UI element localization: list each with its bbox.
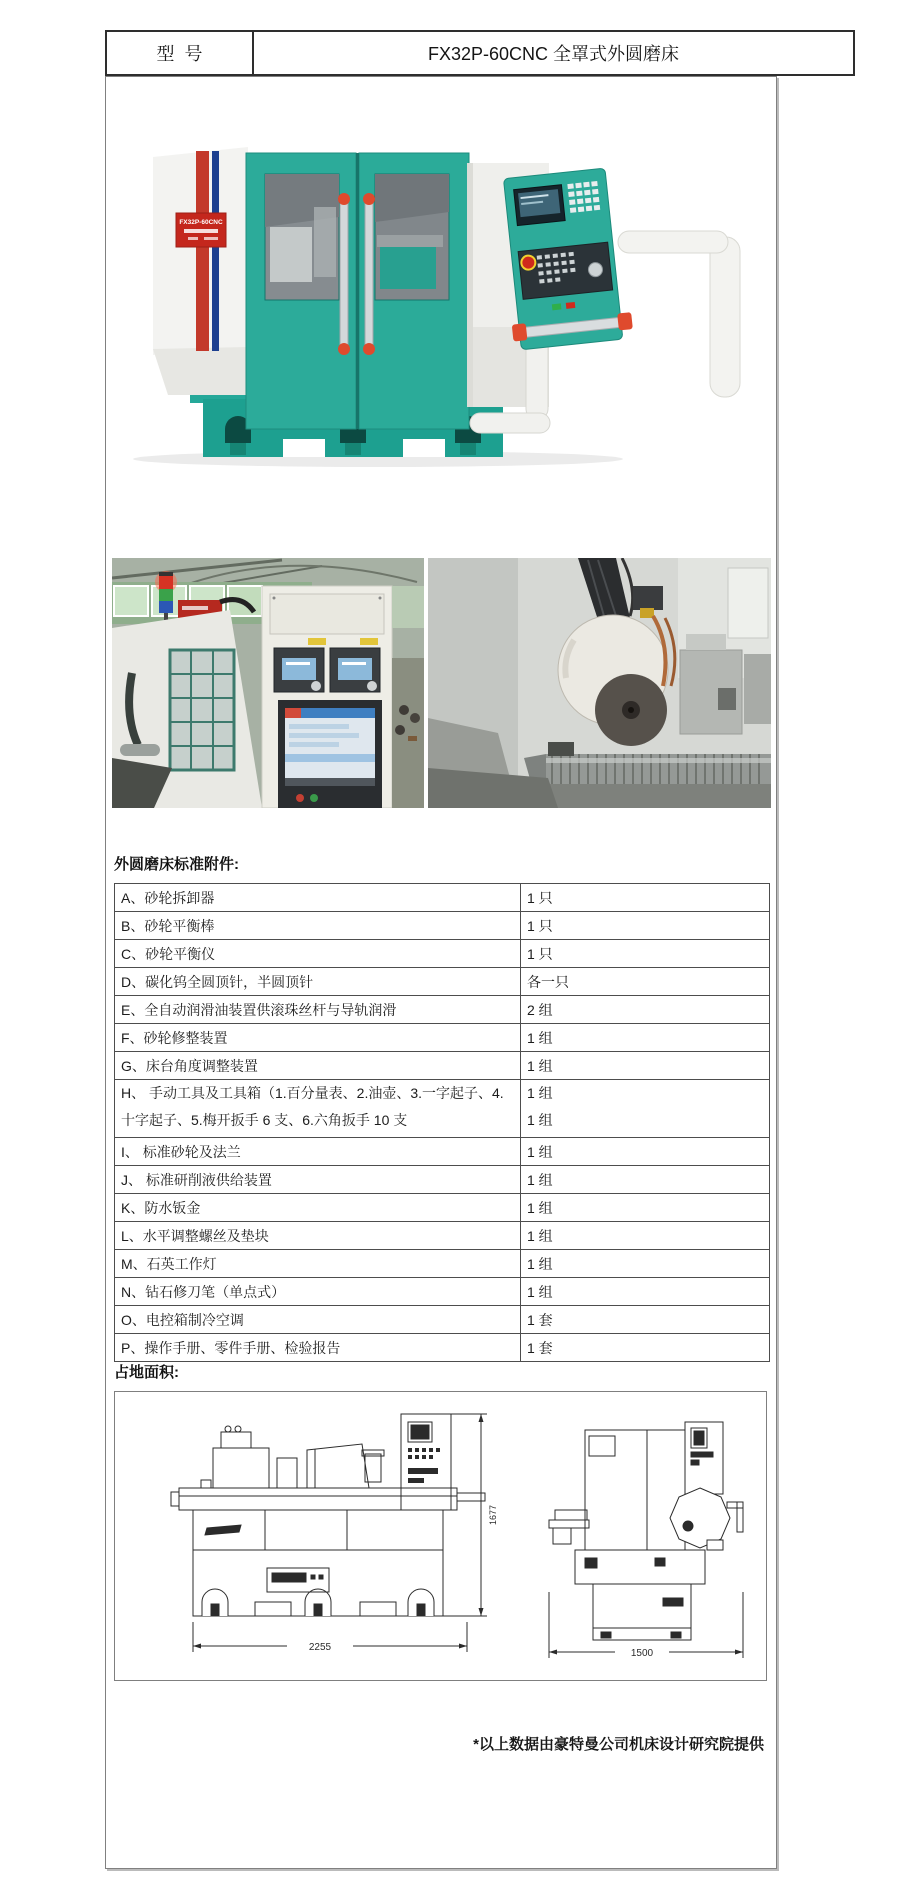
item-cell: F、砂轮修整装置 <box>115 1024 521 1052</box>
item-cell: H、 手动工具及工具箱（1.百分量表、2.油壶、3.一字起子、4.十字起子、5.梅开扳手 6 支、6.六角扳手 10 支 <box>115 1080 521 1138</box>
factory-photo-left <box>112 558 424 808</box>
item-cell: D、碳化钨全圆顶针，半圆顶针 <box>115 968 521 996</box>
table-row <box>115 1080 770 1138</box>
item-cell: I、 标准砂轮及法兰 <box>115 1138 521 1166</box>
table-row <box>115 996 770 1024</box>
model-value-cell: FX32P-60CNC 全罩式外圆磨床 <box>253 31 854 75</box>
accessories-table <box>114 883 770 1362</box>
floor-area-drawings <box>114 1391 767 1681</box>
model-label-cell: 型号 <box>106 31 253 75</box>
item-cell: J、 标准研削液供给装置 <box>115 1166 521 1194</box>
table-row <box>115 912 770 940</box>
qty-cell: 各一只 <box>521 968 770 996</box>
qty-cell: 1 套 <box>521 1334 770 1362</box>
estop-button <box>521 255 536 270</box>
qty-cell: 1 组 <box>521 1250 770 1278</box>
item-cell: L、水平调整螺丝及垫块 <box>115 1222 521 1250</box>
qty-cell: 2 组 <box>521 996 770 1024</box>
machine-illustration <box>118 87 768 467</box>
machine-side-panel <box>153 147 248 395</box>
table-row <box>115 1194 770 1222</box>
front-width-dim: 2255 <box>308 1642 332 1653</box>
qty-line-1: 1 组 <box>527 1085 553 1101</box>
qty-cell: 1 只 <box>521 940 770 968</box>
qty-cell: 1 组 <box>521 1138 770 1166</box>
table-row <box>115 1138 770 1166</box>
red-stripe <box>196 151 209 351</box>
table-row <box>115 1306 770 1334</box>
table-row <box>115 968 770 996</box>
qty-cell: 1 组 <box>521 1194 770 1222</box>
factory-photo-right <box>428 558 771 808</box>
control-cabinet <box>262 586 392 808</box>
table-row <box>115 1166 770 1194</box>
content-frame <box>105 76 777 1869</box>
floor-area-title: 占地面积: <box>114 1364 179 1381</box>
qty-cell: 1 组 <box>521 1052 770 1080</box>
door-window-left <box>265 174 339 300</box>
qty-cell: 1 只 <box>521 884 770 912</box>
front-height-dim: 1677 <box>488 1504 498 1526</box>
table-row <box>115 1278 770 1306</box>
table-row <box>115 1222 770 1250</box>
item-cell: O、电控箱制冷空调 <box>115 1306 521 1334</box>
table-row <box>115 940 770 968</box>
item-cell: G、床台角度调整装置 <box>115 1052 521 1080</box>
qty-cell: 1 组 <box>521 1024 770 1052</box>
machine-badge-text: FX32P-60CNC <box>179 219 223 226</box>
item-cell: B、砂轮平衡棒 <box>115 912 521 940</box>
table-row <box>115 1024 770 1052</box>
qty-cell: 1 组 <box>521 1278 770 1306</box>
qty-cell: 1 只 <box>521 912 770 940</box>
item-cell: N、钻石修刀笔（单点式） <box>115 1278 521 1306</box>
item-cell: K、防水钣金 <box>115 1194 521 1222</box>
qty-cell <box>521 1080 770 1138</box>
table-row <box>115 1052 770 1080</box>
side-view-drawing <box>549 1422 743 1659</box>
qty-cell: 1 组 <box>521 1166 770 1194</box>
machine-doors <box>246 153 469 429</box>
table-row <box>115 1334 770 1362</box>
table-row <box>115 884 770 912</box>
blue-stripe <box>212 151 219 351</box>
qty-cell: 1 组 <box>521 1222 770 1250</box>
footnote: *以上数据由豪特曼公司机床设计研究院提供 <box>473 1736 764 1753</box>
table-row <box>106 31 854 75</box>
item-cell: C、砂轮平衡仪 <box>115 940 521 968</box>
qty-line-2: 1 组 <box>527 1112 553 1128</box>
front-view-drawing <box>171 1414 498 1653</box>
qty-cell: 1 套 <box>521 1306 770 1334</box>
model-header-table <box>105 30 855 76</box>
grid-window <box>170 650 234 770</box>
item-cell: A、砂轮拆卸器 <box>115 884 521 912</box>
item-cell: E、全自动润滑油装置供滚珠丝杆与导轨润滑 <box>115 996 521 1024</box>
table-row <box>115 1250 770 1278</box>
machine-badge <box>176 213 226 247</box>
item-cell: M、石英工作灯 <box>115 1250 521 1278</box>
item-cell: P、操作手册、零件手册、检验报告 <box>115 1334 521 1362</box>
side-width-dim: 1500 <box>630 1648 654 1659</box>
product-image <box>118 87 768 467</box>
accessories-title: 外圆磨床标准附件: <box>114 856 239 873</box>
door-window-right <box>375 174 449 300</box>
